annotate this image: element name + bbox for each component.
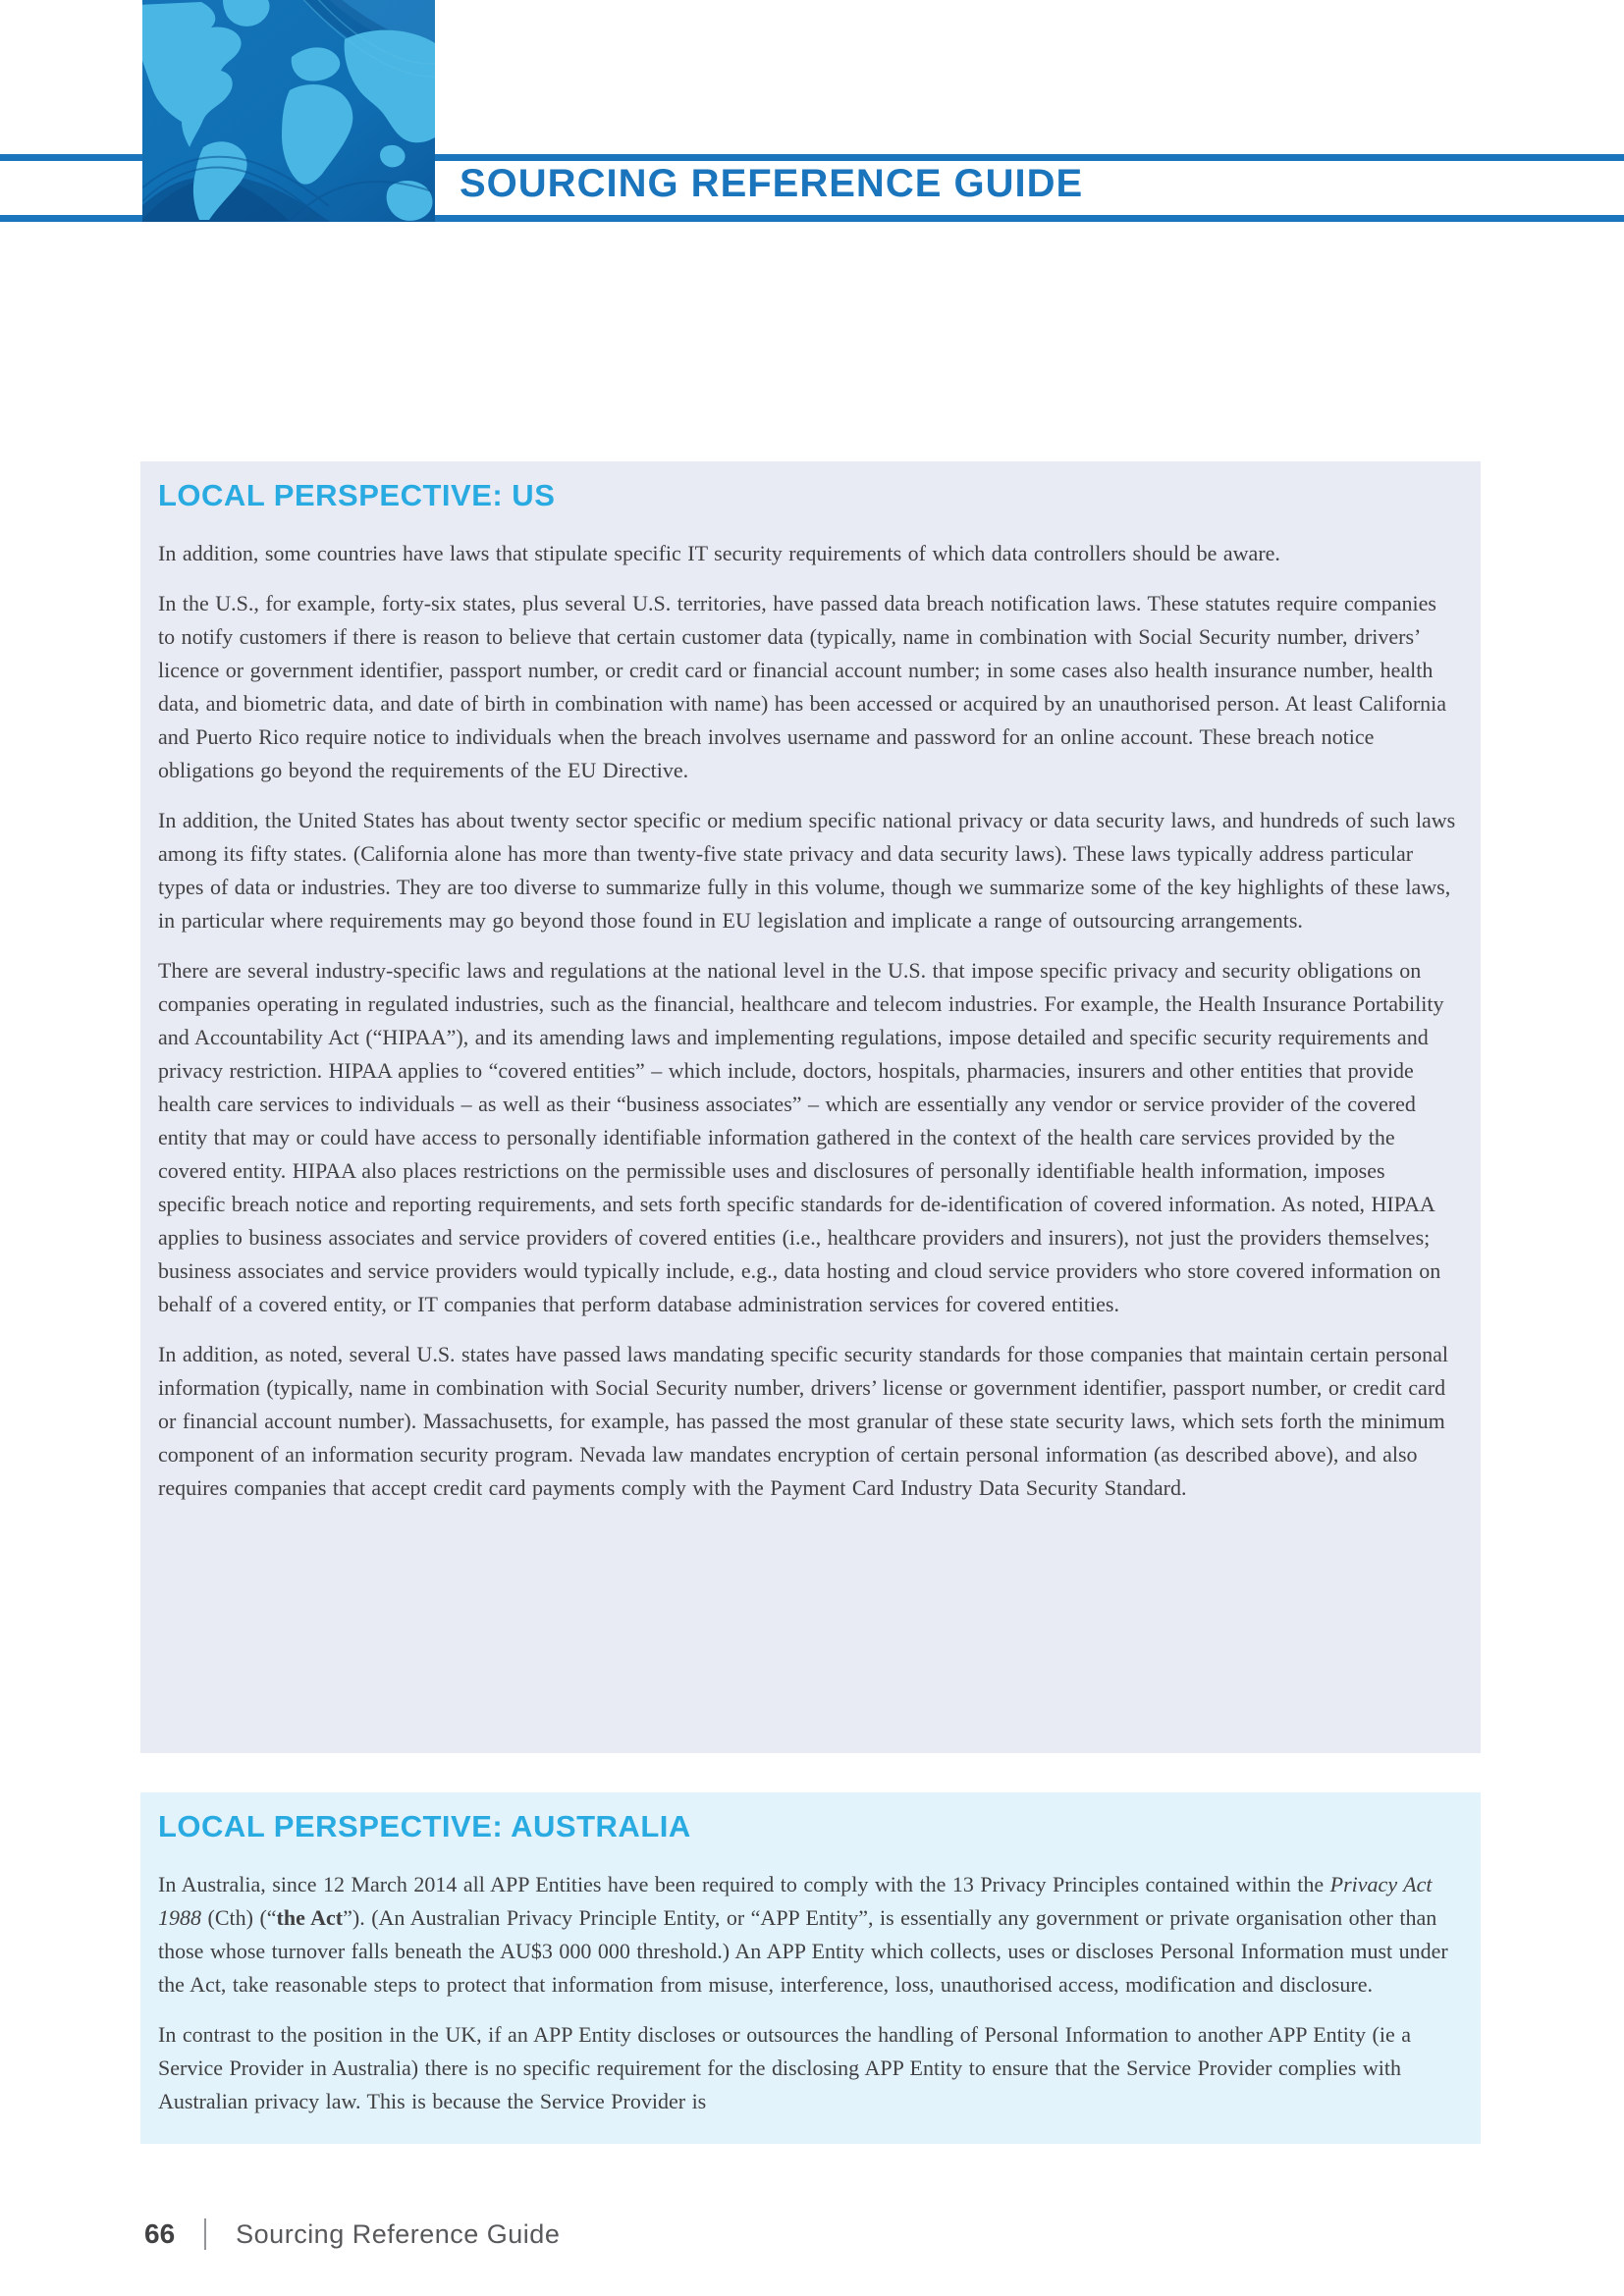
paragraph: [158, 537, 1457, 570]
world-map-image: [142, 0, 435, 222]
paragraph: [158, 2018, 1457, 2118]
text-segment: In contrast to the position in the UK, if an APP Entity discloses or outsources the handling of Personal Information to another APP Entity (ie a Service Provider in Australia) there is no specific requirement for the disclosing APP Entity to ensure that the Service Provider complies with Australian privacy law. This is because the Service Provider is: [158, 2022, 1411, 2113]
footer-label: Sourcing Reference Guide: [236, 2218, 561, 2249]
australia-box-heading: LOCAL PERSPECTIVE: AUSTRALIA: [158, 1809, 691, 1843]
local-perspective-us-box: [140, 461, 1481, 1753]
text-segment: In addition, some countries have laws that stipulate specific IT security requirements of which data controllers should be aware.: [158, 541, 1280, 565]
paragraph: [158, 1338, 1457, 1505]
page-footer: [144, 2218, 560, 2250]
page-number: 66: [144, 2218, 176, 2249]
australia-box-body: [158, 1868, 1457, 2118]
text-segment: In Australia, since 12 March 2014 all APP Entities have been required to comply with the 13 Privacy Principles contained within the: [158, 1872, 1330, 1896]
paragraph: [158, 587, 1457, 787]
text-segment: (Cth) (“: [201, 1905, 277, 1930]
local-perspective-australia-box: [140, 1792, 1481, 2144]
text-segment: There are several industry-specific laws and regulations at the national level in the U.S. that impose specific privacy and security obligations on companies operating in regulated industries, such as the financial, healthcare and telecom industries. For example, the Health Insurance Portability and Accountability Act (“HIPAA”), and its amending laws and implementing regulations, impose detailed and specific security requirements and privacy restriction. HIPAA applies to “covered entities” – which include, doctors, hospitals, pharmacies, insurers and other entities that provide health care services to individuals – as well as their “business associates” – which are essentially any vendor or service provider of the covered entity that may or could have access to personally identifiable information gathered in the context of the health care services provided by the covered entity. HIPAA also places restrictions on the permissible uses and disclosures of personally identifiable health information, imposes specific breach notice and reporting requirements, and sets forth specific standards for de-identification of covered information. As noted, HIPAA applies to business associates and service providers of covered entities (i.e., healthcare providers and insurers), not just the providers themselves; business associates and service providers would typically include, e.g., data hosting and cloud service providers who store covered information on behalf of a covered entity, or IT companies that perform database administration services for covered entities.: [158, 958, 1444, 1316]
world-map-graphic: [142, 0, 435, 222]
text-segment-italic: Privacy Act 1988: [158, 1872, 1433, 1930]
us-box-heading: LOCAL PERSPECTIVE: US: [158, 478, 556, 512]
paragraph: [158, 1868, 1457, 2002]
text-segment: In addition, the United States has about twenty sector specific or medium specific national privacy or data security laws, and hundreds of such laws among its fifty states. (California alone has more than twenty-five state privacy and data security laws). These laws typically address particular types of data or industries. They are too diverse to summarize fully in this volume, though we summarize some of the key highlights of these laws, in particular where requirements may go beyond those found in EU legislation and implicate a range of outsourcing arrangements.: [158, 808, 1456, 933]
footer-divider: [204, 2218, 206, 2250]
paragraph: [158, 954, 1457, 1321]
text-segment: ”). (An Australian Privacy Principle Entity, or “APP Entity”, is essentially any government or private organisation other than those whose turnover falls beneath the AU$3 000 000 threshold.) An APP Entity which collects, uses or discloses Personal Information must under the Act, take reasonable steps to protect that information from misuse, interference, loss, unauthorised access, modification and disclosure.: [158, 1905, 1448, 1997]
text-segment: In the U.S., for example, forty-six states, plus several U.S. territories, have passed data breach notification laws. These statutes require companies to notify customers if there is reason to believe that certain customer data (typically, name in combination with Social Security number, drivers’ licence or government identifier, passport number, or credit card or financial account number; in some cases also health insurance number, health data, and biometric data, and date of birth in combination with name) has been accessed or acquired by an unauthorised person. At least California and Puerto Rico require notice to individuals when the breach involves username and password for an online account. These breach notice obligations go beyond the requirements of the EU Directive.: [158, 591, 1447, 782]
page-title: SOURCING REFERENCE GUIDE: [460, 162, 1084, 205]
text-segment: In addition, as noted, several U.S. states have passed laws mandating specific security standards for those companies that maintain certain personal information (typically, name in combination with Social Security number, drivers’ license or government identifier, passport number, or credit card or financial account number). Massachusetts, for example, has passed the most granular of these state security laws, which sets forth the minimum component of an information security program. Nevada law mandates encryption of certain personal information (as described above), and also requires companies that accept credit card payments comply with the Payment Card Industry Data Security Standard.: [158, 1342, 1448, 1500]
paragraph: [158, 804, 1457, 937]
text-segment-bold: the Act: [276, 1905, 344, 1930]
us-box-body: [158, 537, 1457, 1505]
